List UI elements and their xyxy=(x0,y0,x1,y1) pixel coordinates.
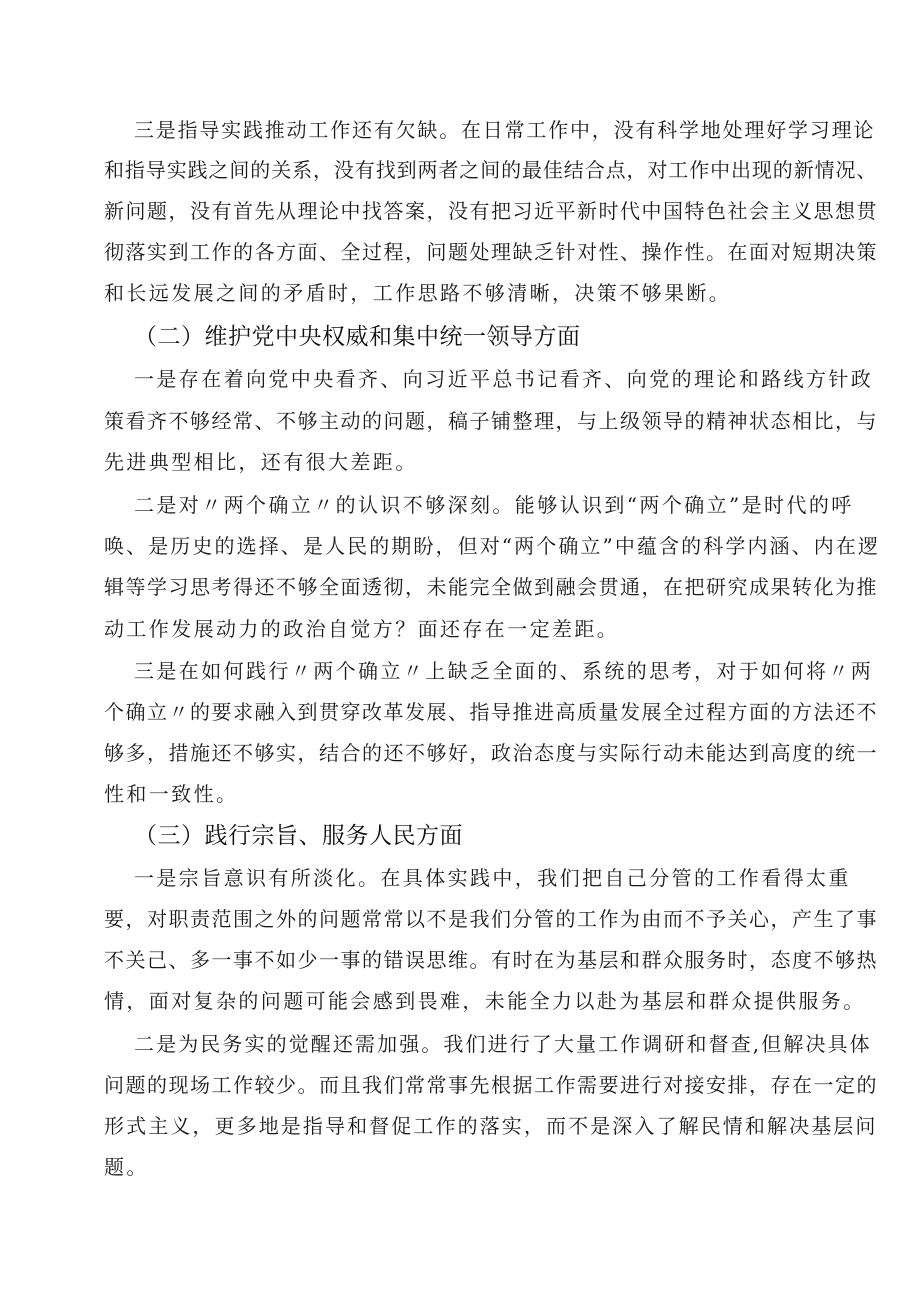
paragraph-line: 彻落实到工作的各方面、全过程，问题处理缺乏针对性、操作性。在面对短期决策 xyxy=(104,240,878,264)
paragraph-line: 三是在如何践行〃两个确立〃上缺乏全面的、系统的思考，对于如何将〃两 xyxy=(134,659,874,683)
paragraph-line: 新问题，没有首先从理论中找答案，没有把习近平新时代中国特色社会主义思想贯 xyxy=(104,199,878,223)
paragraph-line: 二是为民务实的觉醒还需加强。我们进行了大量工作调研和督查,但解决具体 xyxy=(134,1032,872,1056)
paragraph-line: 策看齐不够经常、不够主动的问题，稿子铺整理，与上级领导的精神状态相比，与 xyxy=(104,409,878,433)
paragraph-line: 问题的现场工作较少。而且我们常常事先根据工作需要进行对接安排，存在一定的 xyxy=(104,1073,878,1097)
paragraph-line: 题。 xyxy=(104,1155,149,1179)
paragraph-line: 情，面对复杂的问题可能会感到畏难，未能全力以赴为基层和群众提供服务。 xyxy=(104,989,866,1013)
paragraph-line: 够多，措施还不够实，结合的还不够好，政治态度与实际行动未能达到高度的统一 xyxy=(104,741,878,765)
paragraph-line: 形式主义，更多地是指导和督促工作的落实，而不是深入了解民情和解决基层问 xyxy=(104,1114,878,1138)
paragraph-line: 动工作发展动力的政治自觉方？面还存在一定差距。 xyxy=(104,617,620,641)
paragraph-line: 辑等学习思考得还不够全面透彻，未能完全做到融会贯通，在把研究成果转化为推 xyxy=(104,575,878,599)
paragraph-line: 二是对〃两个确立〃的认识不够深刻。能够认识到“两个确立”是时代的呼 xyxy=(134,493,854,517)
paragraph-line: 和长远发展之间的矛盾时，工作思路不够清晰，决策不够果断。 xyxy=(104,281,732,305)
section-heading: （三）践行宗旨、服务人民方面 xyxy=(134,823,463,849)
paragraph-line: 先进典型相比，还有很大差距。 xyxy=(104,450,418,474)
paragraph-line: 三是指导实践推动工作还有欠缺。在日常工作中，没有科学地处理好学习理论 xyxy=(134,118,876,142)
paragraph-line: 个确立〃的要求融入到贯穿改革发展、指导推进高质量发展全过程方面的方法还不 xyxy=(104,700,878,724)
paragraph-line: 和指导实践之间的关系，没有找到两者之间的最佳结合点，对工作中出现的新情况、 xyxy=(104,158,878,182)
paragraph-line: 一是存在着向党中央看齐、向习近平总书记看齐、向党的理论和路线方针政 xyxy=(134,367,874,391)
section-heading: （二）维护党中央权威和集中统一领导方面 xyxy=(134,324,581,350)
paragraph-line: 唤、是历史的选择、是人民的期盼，但对“两个确立”中蕴含的科学内涵、内在逻 xyxy=(104,534,881,558)
paragraph-line: 性和一致性。 xyxy=(104,782,239,806)
paragraph-line: 要，对职责范围之外的问题常常以不是我们分管的工作为由而不予关心，产生了事 xyxy=(104,907,878,931)
paragraph-line: 不关己、多一事不如少一事的错误思维。有时在为基层和群众服务时，态度不够热 xyxy=(104,948,878,972)
paragraph-line: 一是宗旨意识有所淡化。在具体实践中，我们把自己分管的工作看得太重 xyxy=(134,866,851,890)
